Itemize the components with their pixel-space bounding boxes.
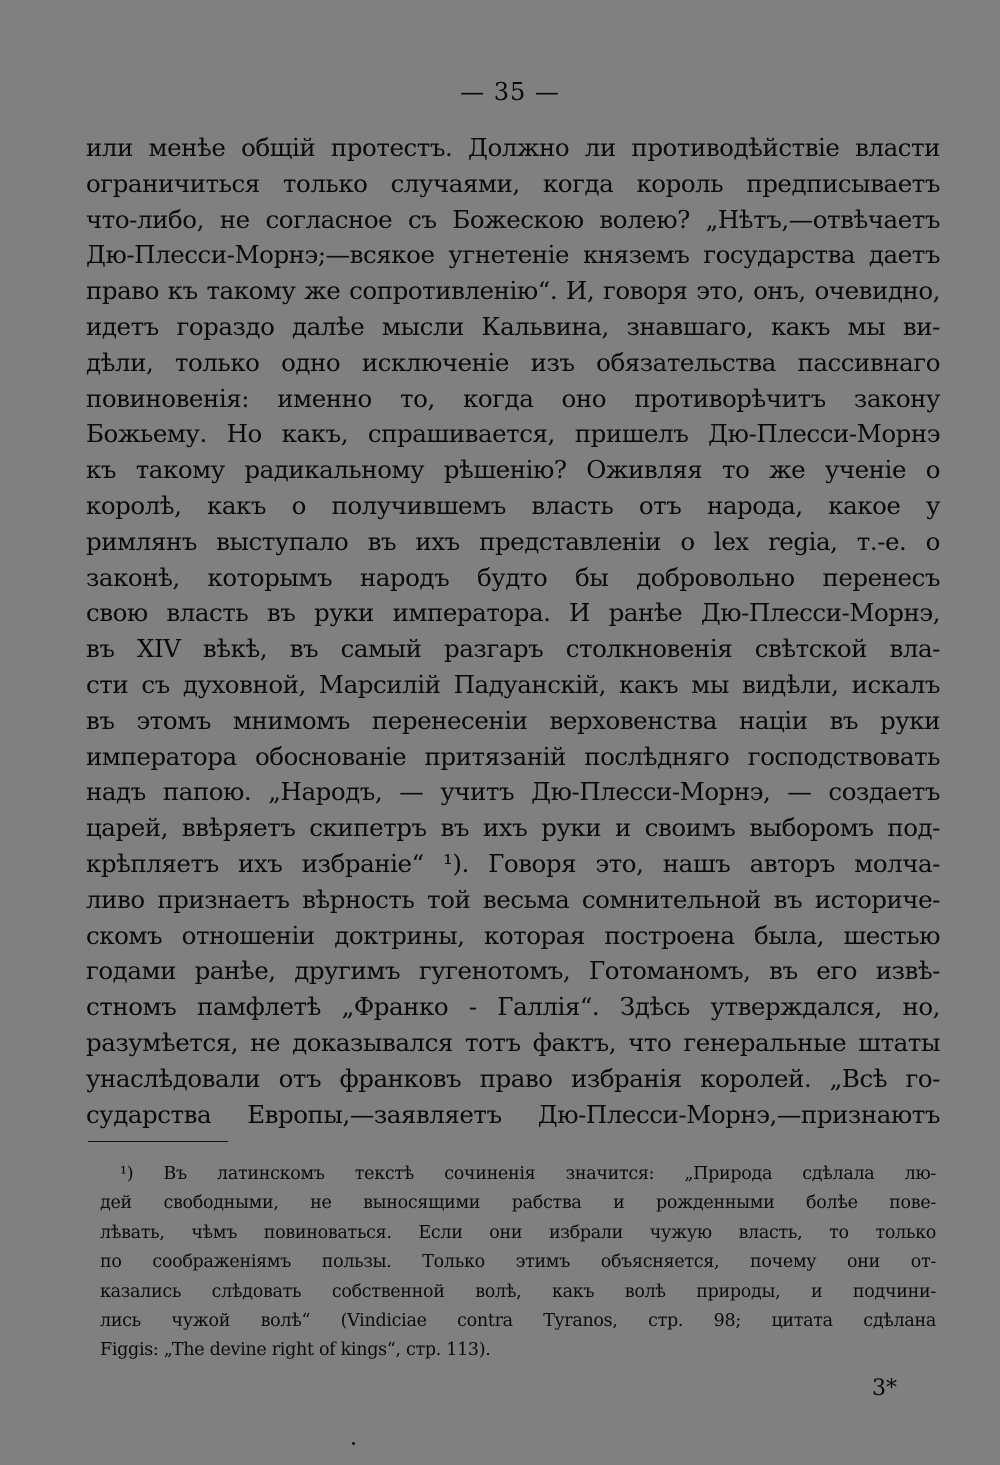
text-line: идетъ гораздо далѣе мысли Кальвина, знавшаго, какъ мы ви- — [86, 311, 940, 341]
text-line: римлянъ выступало въ ихъ представленіи о lex regia, т.-е. о — [86, 526, 940, 556]
body-text — [86, 130, 940, 1132]
text-line: ограничиться только случаями, когда король предписываетъ — [86, 168, 940, 198]
text-line: въ XIV вѣкѣ, въ самый разгаръ столкновенія свѣтской вла- — [86, 634, 940, 664]
text-line: или менѣе общій протестъ. Должно ли противодѣйствіе власти — [86, 133, 940, 162]
text-line: Дю-Плесси-Морнэ;—всякое угнетеніе княземъ государства даетъ — [86, 240, 940, 270]
text-line: сти съ духовной, Марсилій Падуанскій, какъ мы видѣли, искалъ — [86, 669, 940, 699]
text-line: разумѣется, не доказывался тотъ фактъ, что генеральные штаты — [86, 1027, 940, 1057]
text-line: королѣ, какъ о получившемъ власть отъ народа, какое у — [86, 490, 940, 520]
footnote-line: дей свободными, не выносящими рабства и рожденными болѣе пове- — [100, 1193, 936, 1214]
footnote-line: по соображеніямъ пользы. Только этимъ объясняется, почему они от- — [100, 1252, 936, 1273]
text-line: законѣ, которымъ народъ будто бы добровольно перенесъ — [86, 562, 940, 592]
text-line: надъ папою. „Народъ, — учитъ Дю-Плесси-Морнэ, — создаетъ — [86, 777, 940, 807]
text-line: скомъ отношеніи доктрины, которая построена была, шестью — [86, 920, 940, 950]
footnote-line: Figgis: „The devine right of kings“, стр. 113). — [100, 1340, 491, 1361]
print-speck — [352, 1442, 355, 1445]
text-line: свою власть въ руки императора. И ранѣе Дю-Плесси-Морнэ, — [86, 598, 940, 628]
text-line: къ такому радикальному рѣшенію? Оживляя то же ученіе о — [86, 455, 940, 485]
text-line: царей, ввѣряетъ скипетръ въ ихъ руки и своимъ выборомъ под- — [86, 813, 940, 843]
footnote-line: лѣвать, чѣмъ повиноваться. Если они избрали чужую власть, то только — [100, 1222, 936, 1243]
text-line: повиновенія: именно то, когда оно противорѣчитъ закону — [86, 383, 940, 413]
text-line: ливо признаетъ вѣрность той весьма сомнительной въ историче- — [86, 884, 940, 914]
footnote-line: лись чужой волѣ“ (Vindiciae contra Tyranos, стр. 98; цитата сдѣлана — [100, 1310, 936, 1331]
text-line: крѣпляетъ ихъ избраніе“ ¹). Говоря это, нашъ авторъ молча- — [86, 848, 940, 878]
footnote-line: казались слѣдовать собственной волѣ, какъ волѣ природы, и подчини- — [100, 1281, 936, 1302]
text-line: императора обоснованіе притязаній послѣдняго господствовать — [86, 741, 940, 771]
footnote — [100, 1160, 936, 1366]
text-line: годами ранѣе, другимъ гугенотомъ, Готоманомъ, въ его извѣ- — [86, 956, 940, 986]
text-line: унаслѣдовали отъ франковъ право избранія королей. „Всѣ го- — [86, 1063, 940, 1093]
text-line: въ этомъ мнимомъ перенесеніи верховенства націи въ руки — [86, 705, 940, 735]
text-line: право къ такому же сопротивленію“. И, говоря это, онъ, очевидно, — [86, 276, 940, 306]
signature-mark: 3* — [872, 1376, 897, 1401]
text-line: что-либо, не согласное съ Божескою волею? „Нѣтъ,—отвѣчаетъ — [86, 204, 940, 234]
footnote-divider — [88, 1141, 228, 1142]
page-number: — 35 — — [460, 78, 560, 106]
text-line: Божьему. Но какъ, спрашивается, пришелъ Дю-Плесси-Морнэ — [86, 419, 940, 449]
footnote-line: ¹) Въ латинскомъ текстѣ сочиненія значится: „Природа сдѣлала лю- — [120, 1164, 936, 1184]
text-line: сударства Европы,—заявляетъ Дю-Плесси-Морнэ,—признаютъ — [86, 1099, 940, 1129]
text-line: дѣли, только одно исключеніе изъ обязательства пассивнаго — [86, 347, 940, 377]
text-line: стномъ памфлетѣ „Франко - Галлія“. Здѣсь утверждался, но, — [86, 992, 940, 1022]
